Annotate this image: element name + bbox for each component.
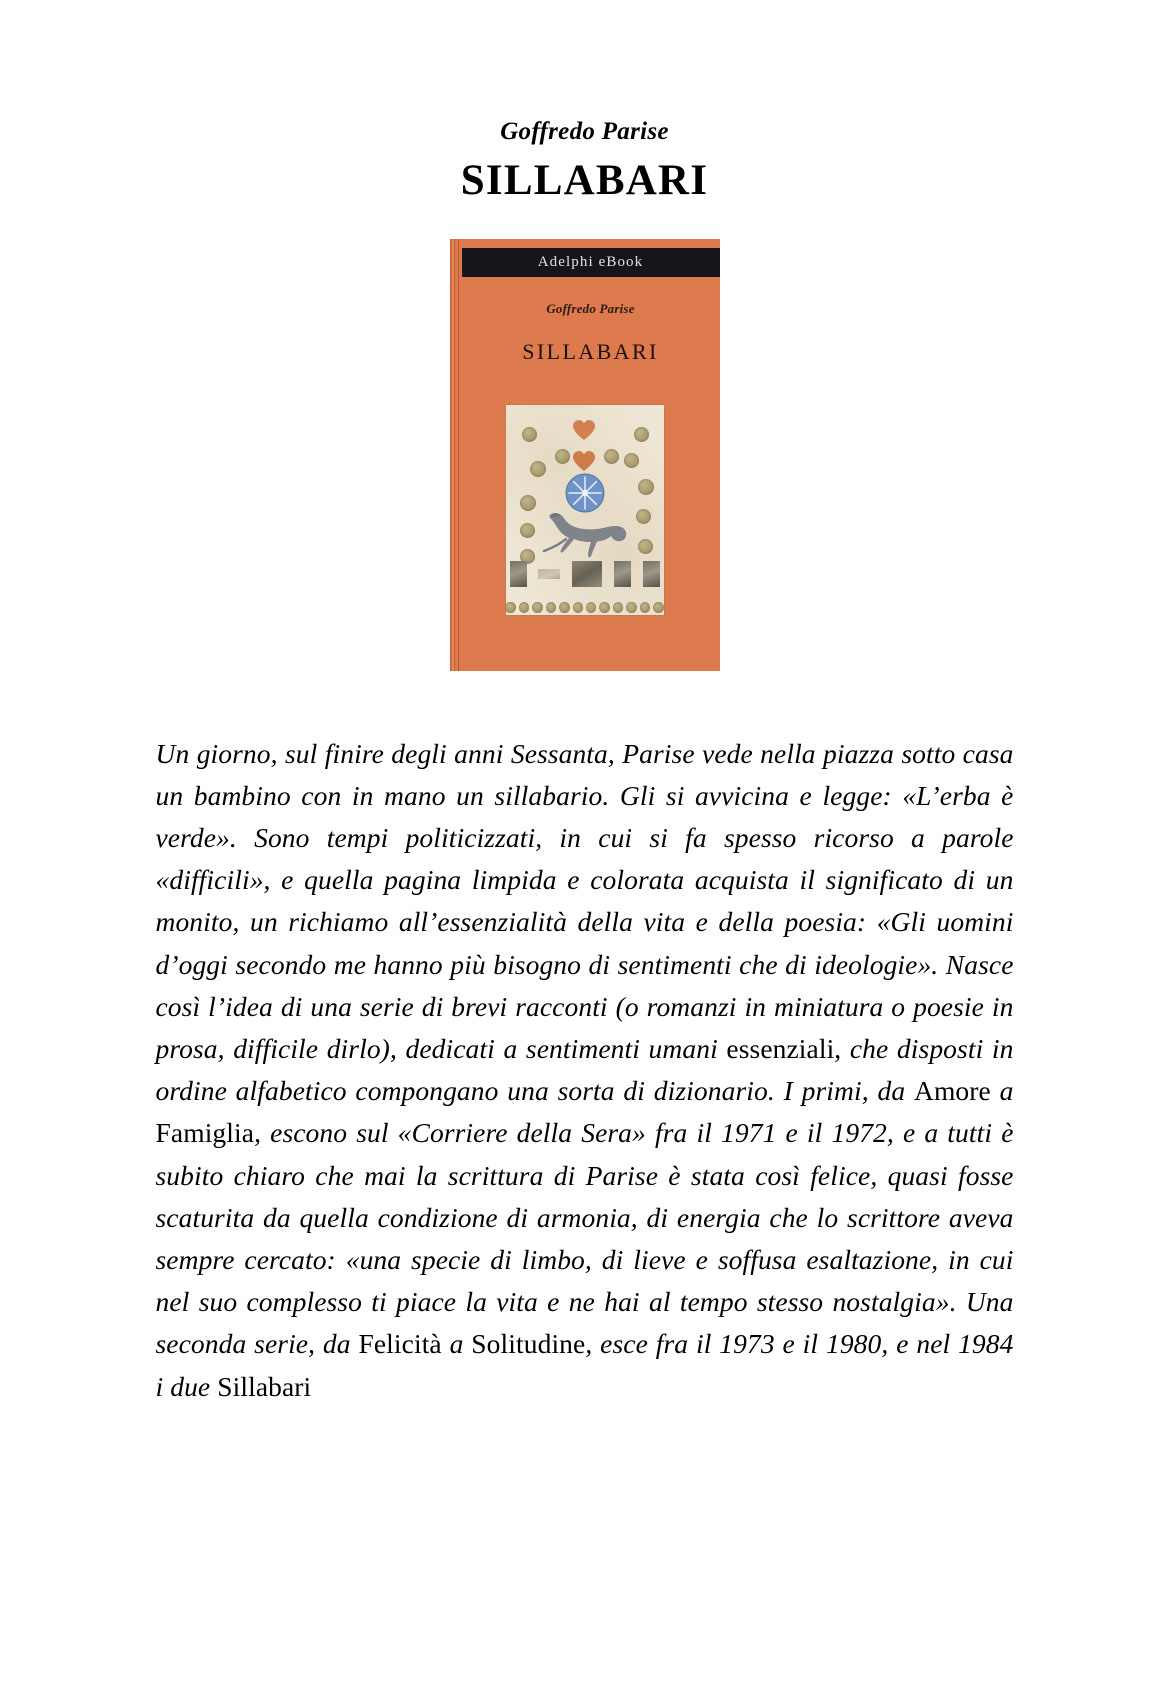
coin-icon [546, 602, 556, 613]
blurb-segment-7: Felicità [358, 1328, 442, 1360]
blurb-segment-0: Un giorno, sul finire degli anni Sessanta, Parise vede nella piazza sotto casa un bambino con in mano un sillabario. Gli si avvicina e legge: «L’erba è verde». Sono tempi politicizzati, in cui si fa spesso ricorso a parole «difficili», e quella pagina limpida e colorata acquista il significato di un monito, un richiamo all’essenzialità della vita e della poesia: «Gli uomini d’oggi secondo me hanno più bisogno di sentimenti che di ideologie». Nasce così l’idea di una serie di brevi racconti (o romanzi in miniatura o poesie in prosa, difficile dirlo), dedicati a sentimenti umani [155, 737, 1014, 1065]
coin-icon [520, 523, 535, 538]
coin-icon [506, 602, 516, 613]
blurb-paragraph [156, 733, 1014, 1408]
blurb-segment-3: Amore [913, 1075, 991, 1107]
bottom-coin-strip [506, 602, 664, 613]
blurb-segment-11: Sillabari [217, 1370, 312, 1402]
blurb-segment-9: Solitudine [471, 1328, 586, 1360]
book-cover [450, 239, 720, 671]
stamp-icon [538, 569, 560, 579]
coin-icon [555, 449, 570, 464]
coin-icon [626, 602, 636, 613]
coin-icon [638, 539, 653, 554]
stamp-icon [614, 561, 631, 587]
cover-title: SILLABARI [522, 338, 659, 364]
coin-icon [604, 449, 619, 464]
dog-icon [542, 509, 628, 557]
coin-icon [586, 602, 596, 613]
blurb-segment-6: , escono sul «Corriere della Sera» fra il 1971 e il 1972, e a tutti è subito chiaro che mai la scrittura di Parise è stata così felice, quasi fosse scaturita da quella condizione di armonia, di energia che lo scrittore aveva sempre cercato: «una specie di limbo, di lieve e soffusa esaltazione, in cui nel suo complesso ti piace la vita e ne hai al tempo stesso nostalgia». Una seconda serie, da [155, 1117, 1014, 1360]
coin-icon [519, 602, 529, 613]
blurb-segment-5: Famiglia [155, 1117, 255, 1149]
coin-icon [624, 453, 639, 468]
coin-icon [599, 602, 609, 613]
book-cover-figure [0, 239, 1169, 671]
coin-icon [640, 602, 650, 613]
coin-icon [530, 461, 546, 477]
page-header [0, 0, 1169, 203]
cover-spine [450, 239, 462, 671]
header-author: Goffredo Parise [500, 118, 669, 145]
stamp-icon [572, 561, 602, 587]
cover-illustration [506, 405, 664, 615]
blurb-segment-4: a [990, 1075, 1014, 1107]
coin-icon [522, 427, 537, 442]
coin-icon [653, 602, 663, 613]
page-title: SILLABARI [460, 156, 709, 204]
coin-icon [532, 602, 542, 613]
coin-icon [634, 427, 649, 442]
coin-icon [638, 479, 654, 495]
blurb-segment-2: che disposti in ordine alfabetico compongano una sorta di dizionario. I primi, da [155, 1033, 1014, 1107]
coin-icon [573, 602, 583, 613]
coin-icon [613, 602, 623, 613]
blurb-segment-8: a [441, 1328, 472, 1360]
rosette-icon [565, 473, 605, 513]
heart-icon [572, 450, 596, 472]
stamp-icon [510, 561, 527, 587]
heart-icon [572, 419, 596, 441]
blurb-segment-10: , esce fra il 1973 e il 1980, e nel 1984 i due [155, 1328, 1014, 1402]
cover-publisher-label: Adelphi eBook [537, 253, 644, 270]
cover-publisher-banner [462, 248, 720, 277]
coin-icon [520, 495, 536, 511]
coin-icon [636, 509, 651, 524]
stamp-row [508, 559, 662, 589]
stamp-icon [643, 561, 660, 587]
blurb-segment-1: essenziali, [726, 1033, 842, 1065]
coin-icon [559, 602, 569, 613]
cover-author: Goffredo Parise [546, 300, 635, 316]
